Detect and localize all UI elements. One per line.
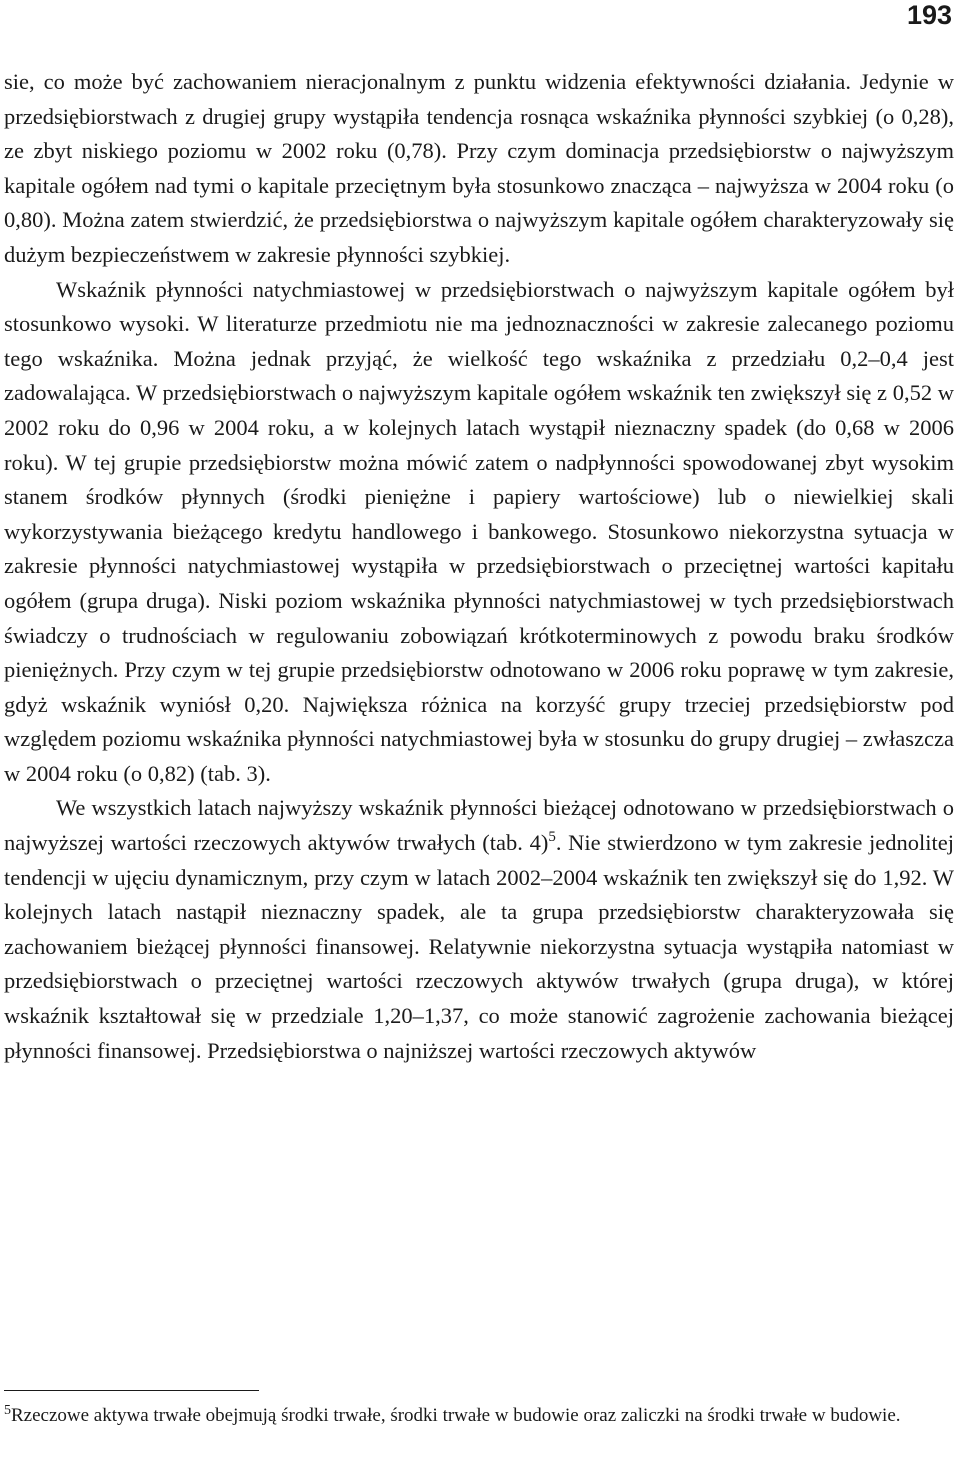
- footnote-text: Rzeczowe aktywa trwałe obejmują środki trwałe, środki trwałe w budowie oraz zaliczki na środki trwałe w budowie.: [11, 1405, 901, 1426]
- paragraph-3: [4, 791, 954, 1068]
- paragraph-1: sie, co może być zachowaniem nieracjonalnym z punktu widzenia efektywności działania. Jedynie w przedsiębiorstwach z drugiej grupy wystąpiła tendencja rosnąca wskaźnika płynności szybkiej (o 0,28), ze zbyt niskiego poziomu w 2002 roku (0,78). Przy czym dominacja przedsiębiorstw o najwyższym kapitale ogółem nad tymi o kapitale przeciętnym była stosunkowo znacząca – najwyższa w 2004 roku (o 0,80). Można zatem stwierdzić, że przedsiębiorstwa o najwyższym kapitale ogółem charakteryzowały się dużym bezpieczeństwem w zakresie płynności szybkiej.: [4, 69, 954, 267]
- page-number: 193: [906, 0, 952, 30]
- paragraph-2: Wskaźnik płynności natychmiastowej w przedsiębiorstwach o najwyższym kapitale ogółem był stosunkowo wysoki. W literaturze przedmiotu nie ma jednoznaczności w zakresie zalecanego poziomu tego wskaźnika. Można jednak przyjąć, że wielkość tego wskaźnika z przedziału 0,2–0,4 jest zadowalająca. W przedsiębiorstwach o najwyższym kapitale ogółem wskaźnik ten zwiększył się z 0,52 w 2002 roku do 0,96 w 2004 roku, a w kolejnych latach wystąpił nieznaczny spadek (do 0,68 w 2006 roku). W tej grupie przedsiębiorstw można mówić zatem o nadpłynności spowodowanej zbyt wysokim stanem środków płynnych (środki pieniężne i papiery wartościowe) lub o niewielkiej skali wykorzystywania bieżącego kredytu handlowego i bankowego. Stosunkowo niekorzystna sytuacja w zakresie płynności natychmiastowej wystąpiła w przedsiębiorstwach o przeciętnej wartości kapitału ogółem (grupa druga). Niski poziom wskaźnika płynności natychmiastowej w tych przedsiębiorstwach świadczy o trudnościach w regulowaniu zobowiązań krótkoterminowych z powodu braku środków pieniężnych. Przy czym w tej grupie przedsiębiorstw odnotowano w 2006 roku poprawę w tym zakresie, gdyż wskaźnik wyniósł 0,20. Największa różnica na korzyść grupy trzeciej przedsiębiorstw pod względem poziomu wskaźnika płynności natychmiastowej była w stosunku do grupy drugiej – zwłaszcza w 2004 roku (o 0,82) (tab. 3).: [4, 276, 954, 786]
- paragraph-3-text-start: We wszystkich latach najwyższy wskaźnik płynności bieżącej odnotowano w przedsiębiorstwach o najwyższej wartości rzeczowych aktywów trwałych (tab. 4): [4, 795, 954, 856]
- footnote-separator: [4, 1390, 259, 1391]
- body-text: [4, 65, 954, 1068]
- footnote: [4, 1404, 954, 1428]
- footnote-reference[interactable]: 5: [548, 829, 556, 846]
- footnote-mark: 5: [4, 1403, 11, 1418]
- paragraph-3-text-end: . Nie stwierdzono w tym zakresie jednolitej tendencji w ujęciu dynamicznym, przy czym w latach 2002–2004 wskaźnik ten zwiększył się do 1,92. W kolejnych latach nastąpił nieznaczny spadek, ale ta grupa przedsiębiorstw charakteryzowała się zachowaniem bieżącej płynności finansowej. Relatywnie niekorzystna sytuacja wystąpiła natomiast w przedsiębiorstwach o przeciętnej wartości rzeczowych aktywów trwałych (grupa druga), w której wskaźnik kształtował się w przedziale 1,20–1,37, co może stanowić zagrożenie zachowania bieżącej płynności finansowej. Przedsiębiorstwa o najniższej wartości rzeczowych aktywów: [4, 830, 955, 1063]
